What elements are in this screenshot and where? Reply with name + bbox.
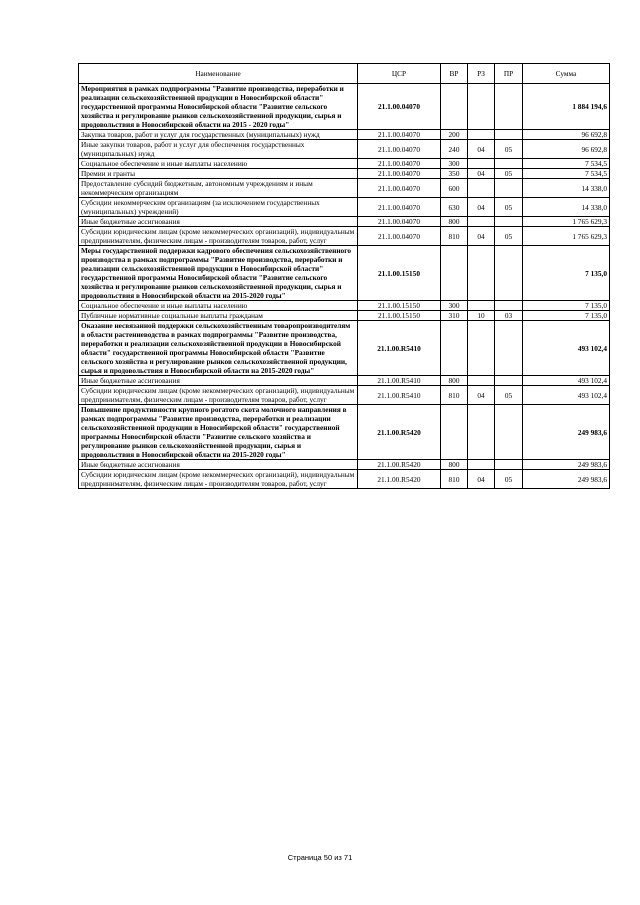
cell-name: Иные закупки товаров, работ и услуг для обеспечения государственных (муниципальных) нужд — [79, 140, 358, 159]
cell-pr — [495, 217, 523, 227]
cell-sum: 1 765 629,3 — [523, 217, 610, 227]
table-row — [79, 217, 610, 227]
cell-rz — [468, 179, 495, 198]
table-row — [79, 460, 610, 470]
cell-csr: 21.1.00.04070 — [358, 159, 441, 169]
cell-rz — [468, 130, 495, 140]
cell-rz: 04 — [468, 227, 495, 246]
table-row — [79, 301, 610, 311]
cell-sum: 493 102,4 — [523, 386, 610, 405]
cell-name: Повышение продуктивности крупного рогатого скота молочного направления в рамках подпрограммы "Развитие производства, переработки и реализации сельскохозяйственной продукции в Новосибирской области" государственной программы Новосибирской области "Развитие сельского хозяйства и регулирование рынков сельскохозяйственной продукции, сырья и продовольствия в Новосибирской области на 2015-2020 годы" — [79, 405, 358, 460]
table-row — [79, 246, 610, 301]
cell-pr: 05 — [495, 198, 523, 217]
cell-sum: 7 135,0 — [523, 246, 610, 301]
cell-csr: 21.1.00.R5420 — [358, 460, 441, 470]
cell-sum: 14 338,0 — [523, 179, 610, 198]
cell-sum: 7 135,0 — [523, 311, 610, 321]
cell-csr: 21.1.00.15150 — [358, 246, 441, 301]
cell-name: Социальное обеспечение и иные выплаты населению — [79, 301, 358, 311]
cell-vr — [441, 84, 468, 130]
table-row — [79, 405, 610, 460]
cell-rz — [468, 321, 495, 376]
cell-name: Иные бюджетные ассигнования — [79, 376, 358, 386]
cell-name: Меры государственной поддержки кадрового обеспечения сельскохозяйственного производства в рамках подпрограммы "Развитие производства, переработки и реализации сельскохозяйственной продукции в Новосибирской области" государственной программы Новосибирской области "Развитие сельского хозяйства и регулирование рынков сельскохозяйственной продукции, сырья и продовольствия в Новосибирской области на 2015-2020 годы" — [79, 246, 358, 301]
cell-rz — [468, 84, 495, 130]
cell-name: Субсидии юридическим лицам (кроме некоммерческих организаций), индивидуальным предпринимателям, физическим лицам - производителям товаров, работ, услуг — [79, 386, 358, 405]
table-row — [79, 386, 610, 405]
cell-rz — [468, 301, 495, 311]
cell-name: Премии и гранты — [79, 169, 358, 179]
table-body — [79, 84, 610, 489]
cell-vr: 310 — [441, 311, 468, 321]
cell-rz — [468, 405, 495, 460]
table-row — [79, 179, 610, 198]
cell-sum: 1 884 194,6 — [523, 84, 610, 130]
cell-csr: 21.1.00.04070 — [358, 198, 441, 217]
cell-pr — [495, 376, 523, 386]
table-row — [79, 376, 610, 386]
cell-pr — [495, 84, 523, 130]
cell-rz: 04 — [468, 140, 495, 159]
table-row — [79, 311, 610, 321]
cell-csr: 21.1.00.04070 — [358, 217, 441, 227]
cell-vr: 300 — [441, 301, 468, 311]
cell-name: Социальное обеспечение и иные выплаты населению — [79, 159, 358, 169]
cell-sum: 96 692,8 — [523, 140, 610, 159]
cell-sum: 1 765 629,3 — [523, 227, 610, 246]
cell-vr: 350 — [441, 169, 468, 179]
cell-sum: 7 534,5 — [523, 169, 610, 179]
page-number: Страница 50 из 71 — [287, 853, 353, 862]
cell-pr: 05 — [495, 227, 523, 246]
header-sum: Сумма — [523, 64, 610, 84]
header-vr: ВР — [441, 64, 468, 84]
cell-rz — [468, 159, 495, 169]
cell-rz — [468, 460, 495, 470]
cell-vr: 200 — [441, 130, 468, 140]
cell-name: Субсидии юридическим лицам (кроме некоммерческих организаций), индивидуальным предпринимателям, физическим лицам - производителям товаров, работ, услуг — [79, 470, 358, 489]
header-name: Наименование — [79, 64, 358, 84]
cell-pr — [495, 179, 523, 198]
cell-vr — [441, 405, 468, 460]
cell-pr — [495, 460, 523, 470]
cell-sum: 493 102,4 — [523, 376, 610, 386]
cell-csr: 21.1.00.04070 — [358, 130, 441, 140]
cell-sum: 249 983,6 — [523, 405, 610, 460]
header-rz: РЗ — [468, 64, 495, 84]
table-row — [79, 159, 610, 169]
cell-csr: 21.1.00.R5410 — [358, 321, 441, 376]
cell-name: Субсидии некоммерческим организациям (за исключением государственных (муниципальных) учреждений) — [79, 198, 358, 217]
cell-csr: 21.1.00.R5410 — [358, 386, 441, 405]
cell-sum: 249 983,6 — [523, 470, 610, 489]
cell-sum: 14 338,0 — [523, 198, 610, 217]
table-row — [79, 169, 610, 179]
table-row — [79, 84, 610, 130]
cell-rz: 04 — [468, 470, 495, 489]
cell-rz: 04 — [468, 198, 495, 217]
cell-vr: 810 — [441, 386, 468, 405]
cell-name: Мероприятия в рамках подпрограммы "Развитие производства, переработки и реализации сельскохозяйственной продукции в Новосибирской области" государственной программы Новосибирской области "Развитие сельского хозяйства и регулирование рынков сельскохозяйственной продукции, сырья и продовольствия в Новосибирской области на 2015 - 2020 годы" — [79, 84, 358, 130]
cell-vr — [441, 321, 468, 376]
cell-vr: 800 — [441, 460, 468, 470]
table-row — [79, 321, 610, 376]
table-row — [79, 140, 610, 159]
table-row — [79, 470, 610, 489]
cell-csr: 21.1.00.R5410 — [358, 376, 441, 386]
cell-vr: 810 — [441, 470, 468, 489]
header-pr: ПР — [495, 64, 523, 84]
cell-csr: 21.1.00.15150 — [358, 311, 441, 321]
cell-pr — [495, 130, 523, 140]
cell-rz: 04 — [468, 386, 495, 405]
cell-vr: 600 — [441, 179, 468, 198]
table-header-row — [79, 64, 610, 84]
cell-vr — [441, 246, 468, 301]
cell-pr: 05 — [495, 386, 523, 405]
cell-name: Предоставление субсидий бюджетным, автономным учреждениям и иным некоммерческим организациям — [79, 179, 358, 198]
cell-pr — [495, 405, 523, 460]
cell-rz — [468, 246, 495, 301]
cell-sum: 249 983,6 — [523, 460, 610, 470]
cell-pr: 03 — [495, 311, 523, 321]
table-row — [79, 130, 610, 140]
cell-sum: 7 534,5 — [523, 159, 610, 169]
cell-pr — [495, 246, 523, 301]
cell-pr: 05 — [495, 470, 523, 489]
cell-rz: 04 — [468, 169, 495, 179]
cell-vr: 240 — [441, 140, 468, 159]
cell-vr: 800 — [441, 217, 468, 227]
budget-table — [78, 63, 610, 489]
cell-pr — [495, 301, 523, 311]
header-csr: ЦСР — [358, 64, 441, 84]
cell-vr: 300 — [441, 159, 468, 169]
cell-name: Иные бюджетные ассигнования — [79, 460, 358, 470]
cell-sum: 493 102,4 — [523, 321, 610, 376]
cell-name: Субсидии юридическим лицам (кроме некоммерческих организаций), индивидуальным предпринимателям, физическим лицам - производителям товаров, работ, услуг — [79, 227, 358, 246]
cell-rz — [468, 376, 495, 386]
cell-csr: 21.1.00.15150 — [358, 301, 441, 311]
cell-pr: 05 — [495, 169, 523, 179]
cell-rz — [468, 217, 495, 227]
cell-sum: 7 135,0 — [523, 301, 610, 311]
cell-name: Иные бюджетные ассигнования — [79, 217, 358, 227]
cell-vr: 630 — [441, 198, 468, 217]
cell-rz: 10 — [468, 311, 495, 321]
cell-pr — [495, 321, 523, 376]
cell-name: Оказание несвязанной поддержки сельскохозяйственным товаропроизводителям в области растениеводства в рамках подпрограммы "Развитие производства, переработки и реализации сельскохозяйственной продукции в Новосибирской области" государственной программы Новосибирской области "Развитие сельского хозяйства и регулирование рынков сельскохозяйственной продукции, сырья и продовольствия в Новосибирской области на 2015-2020 годы" — [79, 321, 358, 376]
cell-csr: 21.1.00.R5420 — [358, 470, 441, 489]
cell-pr: 05 — [495, 140, 523, 159]
cell-name: Закупка товаров, работ и услуг для государственных (муниципальных) нужд — [79, 130, 358, 140]
cell-vr: 810 — [441, 227, 468, 246]
table-row — [79, 227, 610, 246]
cell-name: Публичные нормативные социальные выплаты гражданам — [79, 311, 358, 321]
cell-vr: 800 — [441, 376, 468, 386]
cell-csr: 21.1.00.R5420 — [358, 405, 441, 460]
cell-csr: 21.1.00.04070 — [358, 227, 441, 246]
cell-csr: 21.1.00.04070 — [358, 84, 441, 130]
cell-csr: 21.1.00.04070 — [358, 169, 441, 179]
cell-csr: 21.1.00.04070 — [358, 140, 441, 159]
cell-sum: 96 692,8 — [523, 130, 610, 140]
cell-csr: 21.1.00.04070 — [358, 179, 441, 198]
table-row — [79, 198, 610, 217]
cell-pr — [495, 159, 523, 169]
